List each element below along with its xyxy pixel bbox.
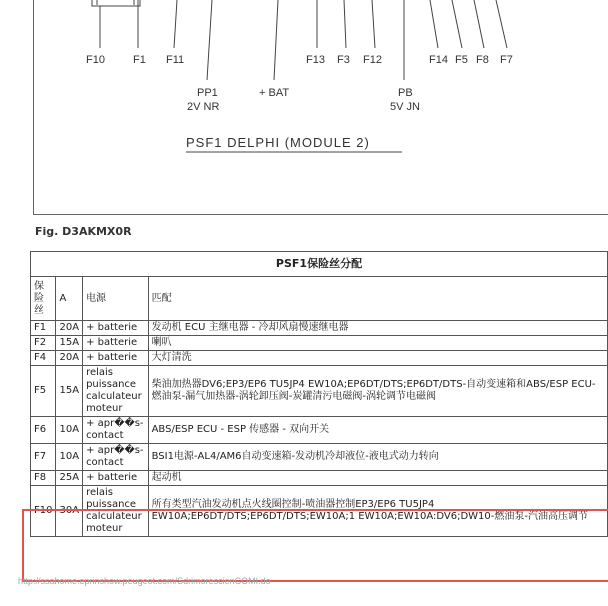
- table-title: PSF1保险丝分配: [31, 252, 608, 277]
- cell-source: + apr��s-contact: [83, 417, 149, 444]
- cell-match: 喇叭: [148, 336, 607, 351]
- cell-match: ABS/ESP ECU - ESP 传感器 - 双向开关: [148, 417, 607, 444]
- cell-source: + batterie: [83, 471, 149, 486]
- label-pp1: PP1: [197, 87, 218, 99]
- cell-amp: 20A: [56, 351, 83, 366]
- label-f8: F8: [476, 54, 489, 66]
- cell-amp: 10A: [56, 417, 83, 444]
- label-bat: + BAT: [259, 87, 290, 99]
- header-source: 电源: [83, 277, 149, 321]
- table-row: [31, 417, 608, 444]
- label-f10: F10: [86, 54, 105, 66]
- label-f7: F7: [500, 54, 513, 66]
- cell-source: + batterie: [83, 321, 149, 336]
- figure-caption: Fig. D3AKMX0R: [35, 225, 132, 238]
- cell-fuse: F1: [31, 321, 56, 336]
- cell-amp: 15A: [56, 366, 83, 417]
- cell-source: + batterie: [83, 351, 149, 366]
- table-row: [31, 336, 608, 351]
- label-f3: F3: [337, 54, 350, 66]
- label-pp1-sub: 2V NR: [187, 101, 220, 113]
- cell-amp: 15A: [56, 336, 83, 351]
- cell-fuse: F2: [31, 336, 56, 351]
- cell-source: + apr��s-contact: [83, 444, 149, 471]
- cell-match: 所有类型汽油发动机点火线圈控制-喷油器控制EP3/EP6 TU5JP4 EW10A;EP6DT/DTS;EP6DT/DTS;EW10A;1 EW10A;EW10A:DV6;DW10-燃油泵-汽油高压调节: [148, 486, 607, 537]
- header-amp: A: [56, 277, 83, 321]
- cell-amp: 30A: [56, 486, 83, 537]
- table-row: [31, 444, 608, 471]
- table-row: [31, 351, 608, 366]
- cell-match: 起动机: [148, 471, 607, 486]
- cell-amp: 10A: [56, 444, 83, 471]
- cell-fuse: F6: [31, 417, 56, 444]
- cell-match: 大灯清洗: [148, 351, 607, 366]
- cell-match: 发动机 ECU 主继电器 - 冷却风扇慢速继电器: [148, 321, 607, 336]
- cell-fuse: F7: [31, 444, 56, 471]
- cell-fuse: F10: [31, 486, 56, 537]
- cell-amp: 25A: [56, 471, 83, 486]
- label-f12: F12: [363, 54, 382, 66]
- cell-source: relais puissance calculateur moteur: [83, 486, 149, 537]
- label-f13: F13: [306, 54, 325, 66]
- cell-fuse: F5: [31, 366, 56, 417]
- fuse-table: [30, 251, 608, 537]
- label-pb: PB: [398, 87, 413, 99]
- cell-source: + batterie: [83, 336, 149, 351]
- highlight-box: [22, 509, 608, 582]
- cell-amp: 20A: [56, 321, 83, 336]
- cell-fuse: F4: [31, 351, 56, 366]
- fuse-box-diagram: [33, 0, 608, 215]
- label-f11: F11: [166, 54, 185, 66]
- label-f1: F1: [133, 54, 146, 66]
- diagram-lines: [34, 0, 608, 215]
- cell-source: relais puissance calculateur moteur: [83, 366, 149, 417]
- label-f5: F5: [455, 54, 468, 66]
- table-row: [31, 471, 608, 486]
- label-f14: F14: [429, 54, 448, 66]
- page-url: http://ssahome.eprinshow.peugeot.com/SdrimorescienCOMI.do: [18, 576, 271, 586]
- header-match: 匹配: [148, 277, 607, 321]
- label-pb-sub: 5V JN: [390, 101, 420, 113]
- cell-fuse: F8: [31, 471, 56, 486]
- header-fuse: 保险丝: [31, 277, 56, 321]
- diagram-title: PSF1 DELPHI (MODULE 2): [186, 135, 370, 150]
- cell-match: BSI1电源-AL4/AM6自动变速箱-发动机冷却液位-液电式动力转向: [148, 444, 607, 471]
- table-row: [31, 321, 608, 336]
- cell-match: 柴油加热器DV6;EP3/EP6 TU5JP4 EW10A;EP6DT/DTS;EP6DT/DTS-自动变速箱和ABS/ESP ECU-燃油泵-漏气加热器-涡轮卸压阀-炭罐清污电磁阀-涡轮调节电磁阀: [148, 366, 607, 417]
- table-row: [31, 366, 608, 417]
